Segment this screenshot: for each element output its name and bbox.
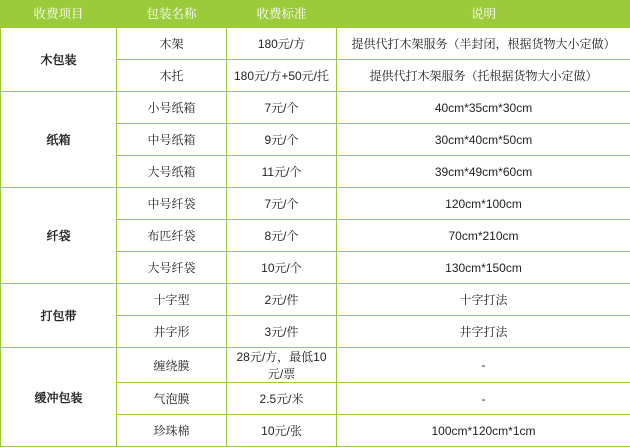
column-header-package-name: 包装名称	[117, 1, 227, 28]
price-cell: 7元/个	[227, 92, 337, 124]
category-cell: 打包带	[1, 284, 117, 348]
package-name-cell: 大号纸箱	[117, 156, 227, 188]
package-name-cell: 木托	[117, 60, 227, 92]
table-row	[1, 188, 630, 220]
price-cell: 2元/件	[227, 284, 337, 316]
description-cell: 70cm*210cm	[337, 220, 630, 252]
description-cell: 39cm*49cm*60cm	[337, 156, 630, 188]
description-cell: 130cm*150cm	[337, 252, 630, 284]
package-name-cell: 珍珠棉	[117, 415, 227, 447]
description-cell: 30cm*40cm*50cm	[337, 124, 630, 156]
category-cell: 纤袋	[1, 188, 117, 284]
price-cell: 180元/方+50元/托	[227, 60, 337, 92]
description-cell: 提供代打木架服务（半封闭，根据货物大小定做）	[337, 28, 630, 60]
price-cell: 10元/张	[227, 415, 337, 447]
description-cell: -	[337, 383, 630, 415]
package-name-cell: 中号纤袋	[117, 188, 227, 220]
price-cell: 2.5元/米	[227, 383, 337, 415]
price-cell: 3元/件	[227, 316, 337, 348]
price-cell: 180元/方	[227, 28, 337, 60]
package-name-cell: 井字形	[117, 316, 227, 348]
price-cell: 28元/方，最低10元/票	[227, 348, 337, 383]
package-name-cell: 中号纸箱	[117, 124, 227, 156]
description-cell: 提供代打木架服务（托根据货物大小定做）	[337, 60, 630, 92]
table-row	[1, 92, 630, 124]
table-row	[1, 284, 630, 316]
category-cell: 缓冲包装	[1, 348, 117, 447]
description-cell: 十字打法	[337, 284, 630, 316]
column-header-item: 收费项目	[1, 1, 117, 28]
category-cell: 木包装	[1, 28, 117, 92]
description-cell: 40cm*35cm*30cm	[337, 92, 630, 124]
package-name-cell: 大号纤袋	[117, 252, 227, 284]
price-cell: 8元/个	[227, 220, 337, 252]
table-row	[1, 28, 630, 60]
package-name-cell: 布匹纤袋	[117, 220, 227, 252]
package-name-cell: 小号纸箱	[117, 92, 227, 124]
table-row	[1, 348, 630, 383]
package-name-cell: 气泡膜	[117, 383, 227, 415]
column-header-price: 收费标准	[227, 1, 337, 28]
price-cell: 10元/个	[227, 252, 337, 284]
description-cell: 120cm*100cm	[337, 188, 630, 220]
package-name-cell: 十字型	[117, 284, 227, 316]
description-cell: 100cm*120cm*1cm	[337, 415, 630, 447]
description-cell: 井字打法	[337, 316, 630, 348]
table-header-row	[1, 1, 630, 28]
package-name-cell: 缠绕膜	[117, 348, 227, 383]
price-cell: 9元/个	[227, 124, 337, 156]
description-cell: -	[337, 348, 630, 383]
price-cell: 7元/个	[227, 188, 337, 220]
price-cell: 11元/个	[227, 156, 337, 188]
category-cell: 纸箱	[1, 92, 117, 188]
package-name-cell: 木架	[117, 28, 227, 60]
column-header-description: 说明	[337, 1, 630, 28]
